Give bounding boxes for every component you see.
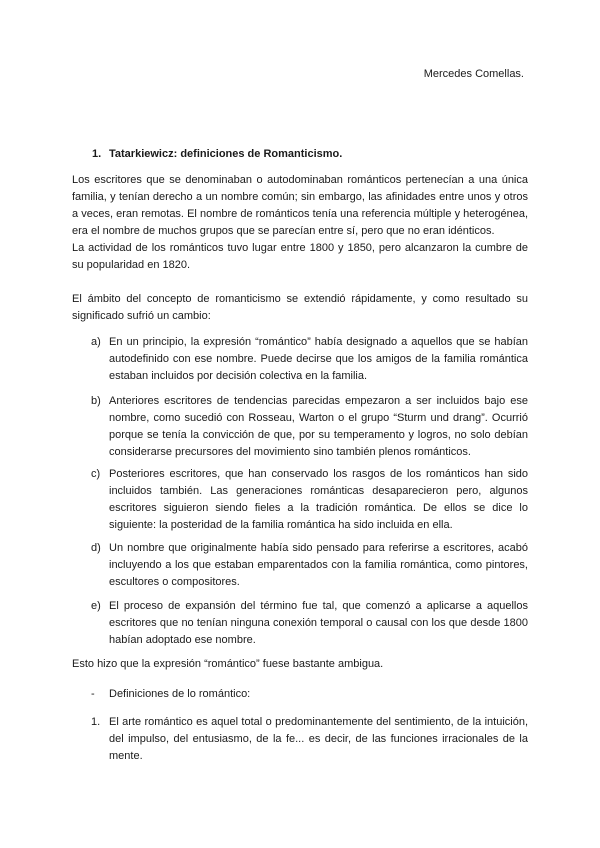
list-marker: c)	[91, 468, 101, 480]
list-item	[91, 393, 528, 461]
numbered-marker: 1.	[91, 716, 101, 728]
list-marker: e)	[91, 600, 101, 612]
paragraph-intro: Los escritores que se denominaban o autodominaban románticos pertenecían a una única familia, y tenían derecho a un nombre común; sin embargo, las afinidades entre unos y otros a veces, eran remotas. El nombre de románticos tenía una referencia múltiple y heterogénea, era el nombre de muchos grupos que se parecían entre sí, pero que no eran idénticos.	[72, 174, 528, 237]
section-title: Tatarkiewicz: definiciones de Romanticismo.	[109, 148, 343, 160]
paragraph-dates: La actividad de los románticos tuvo lugar entre 1800 y 1850, pero alcanzaron la cumbre de su popularidad en 1820.	[72, 242, 528, 271]
paragraph-scope: El ámbito del concepto de romanticismo se extendió rápidamente, y como resultado su significado sufrió un cambio:	[72, 293, 528, 322]
section-number: 1.	[92, 148, 102, 160]
paragraph-ambiguity: Esto hizo que la expresión “romántico” fuese bastante ambigua.	[72, 658, 384, 670]
list-marker: a)	[91, 336, 101, 348]
dash-item	[91, 686, 250, 703]
list-marker: d)	[91, 542, 101, 554]
dash-marker: -	[91, 688, 95, 700]
list-item-text: En un principio, la expresión “romántico” había designado a aquellos que se habían autodefinido con ese nombre. Puede decirse que los amigos de la familia romántica estaban incluidos por decisión colectiva en la familia.	[109, 336, 528, 382]
list-item-text: Posteriores escritores, que han conservado los rasgos de los románticos han sido incluidos también. Las generaciones románticas desaparecieron pero, algunos escritores siguieron siendo fieles a la tradición romántica. De ellos se dice lo siguiente: la posteridad de la familia romántica ha sido incluida en ella.	[109, 468, 528, 531]
list-item-text: Anteriores escritores de tendencias parecidas empezaron a ser incluidos bajo ese nombre, como sucedió con Rosseau, Warton o el grupo “Sturm und drang”. Ocurrió porque se tenía la convicción de que, por su temperamento y logros, no solo debían considerarse precursores del movimiento sino también plenos románticos.	[109, 395, 528, 458]
list-item-text: Un nombre que originalmente había sido pensado para referirse a escritores, acabó incluyendo a los que estaban emparentados con la familia romántica, como pintores, escultores o compositores.	[109, 542, 528, 588]
list-item	[91, 334, 528, 385]
dash-item-text: Definiciones de lo romántico:	[109, 688, 251, 700]
numbered-item-text: El arte romántico es aquel total o predominantemente del sentimiento, de la intuición, del impulso, del entusiasmo, de la fe... es decir, de las funciones irracionales de la mente.	[109, 716, 528, 762]
numbered-item	[91, 714, 528, 765]
list-item	[91, 466, 528, 534]
section-heading	[92, 148, 342, 160]
list-item	[91, 540, 528, 591]
list-item	[91, 598, 528, 649]
list-marker: b)	[91, 395, 101, 407]
author-name: Mercedes Comellas.	[423, 68, 524, 80]
list-item-text: El proceso de expansión del término fue tal, que comenzó a aplicarse a aquellos escritores que no tenían ninguna conexión temporal o causal con los que desde 1800 habían adoptado ese nombre.	[109, 600, 528, 646]
